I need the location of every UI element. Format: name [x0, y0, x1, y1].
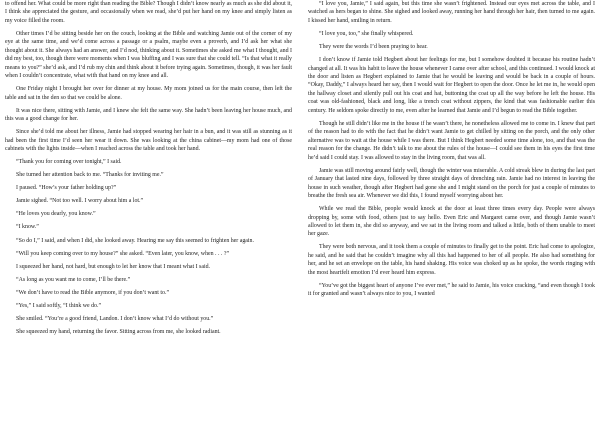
paragraph: to offend her. What could be more right than reading the Bible? Though I didn’t know nearly as much as she did about it, I think she appreciated the gesture, and occasionally when we read, she’d put her hand on my knee and simply listen as my voice filled the room. [5, 1, 292, 24]
paragraph: They were both nervous, and it took them a couple of minutes to finally get to the point. Eric had come to apologize, he said, and he said that he couldn’t imagine why all this had happened to her of all people. He also had something for her, and he set an envelope on the table, his hand shaking. His voice was choked up as he spoke, the words ringing with the most heartfelt emotion I’d ever heard him express. [308, 244, 595, 276]
paragraph: While we read the Bible, people would knock at the door at least three times every day. People were always dropping by, some with food, others just to say hello. Even Eric and Margaret came over, and though Jamie wasn’t allowed to let them in, she did so anyway, and we sat in the living room and talked a little, both of them unable to meet her gaze. [308, 206, 595, 238]
paragraph: I paused. “How’s your father holding up?” [16, 185, 117, 192]
paragraph: She squeezed my hand, returning the favor. Sitting across from me, she looked radiant. [16, 328, 221, 335]
paragraph: I squeezed her hand, not hard, but enough to let her know that I meant what I said. [16, 263, 211, 270]
paragraph: One Friday night I brought her over for dinner at my house. My mom joined us for the main course, then left the table and sat in the den so that we could be alone. [5, 86, 292, 101]
paragraph: She turned her attention back to me. “Thanks for inviting me.” [16, 172, 164, 179]
paragraph: “You’ve got the biggest heart of anyone I’ve ever met,” he said to Jamie, his voice cracking, “and even though I took it for granted and wasn’t always nice to you, I wanted [308, 282, 595, 298]
paragraph: “We don’t have to read the Bible anymore, if you don’t want to.” [16, 289, 170, 296]
paragraph: “I love you, Jamie,” I said again, but this time she wasn’t frightened. Instead our eyes met across the table, and I watched as hers began to shine. She sighed and looked away, running her hand through her hair, then turned to me again. I kissed her hand, smiling in return. [308, 1, 595, 24]
paragraph: Jamie sighed. “Not too well. I worry about him a lot.” [16, 198, 144, 205]
paragraph: “So do I,” I said, and when I did, she looked away. Hearing me say this seemed to frighten her again. [16, 237, 254, 244]
paragraph: Since she’d told me about her illness, Jamie had stopped wearing her hair in a bun, and it was still as stunning as it had been the first time I’d seen her wear it down. She was looking at the china cabinet—my mom had one of those cabinets with the lights inside—when I reached across the table and took her hand. [5, 129, 292, 153]
paragraph: It was nice there, sitting with Jamie, and I knew she felt the same way. She hadn’t been leaving her house much, and this was a good change for her. [5, 107, 292, 123]
paragraph: “He loves you dearly, you know.” [16, 211, 96, 218]
paragraph: “Thank you for coming over tonight,” I said. [16, 159, 122, 166]
paragraph: Jamie was still moving around fairly well, though the winter was miserable. A cold streak blew in during the last part of January that lasted nine days, followed by three straight days of drenching rain. Jamie had no interest in leaving the house in such weather, though after Hegbert had gone she and I might stand on the porch for just a couple of minutes to breathe the fresh sea air. Whenever we did this, I found myself worrying about her. [308, 167, 595, 200]
paragraph: Though he still didn’t like me in the house if he wasn’t there, he nonetheless allowed me to come in. I knew that part of the reason had to do with the fact that he didn’t want Jamie to get chilled by sitting on the porch, and the only other alternative was to wait at the house while I was there. But I think Hegbert needed some time alone, too, and that was the real reason for the change. He didn’t talk to me about the rules of the house—I could see them in his eyes the first time he’d said I could stay. I was allowed to stay in the living room, that was all. [308, 120, 595, 161]
paragraph: They were the words I’d been praying to hear. [319, 44, 428, 50]
right-column [308, 0, 595, 424]
paragraph: “Yes,” I said softly, “I think we do.” [16, 302, 102, 309]
paragraph: “I know.” [16, 224, 39, 231]
paragraph: I don’t know if Jamie told Hegbert about her feelings for me, but I somehow doubted it because his routine hadn’t changed at all. It was his habit to leave the house whenever I came over after school, and this continued. I would knock at the door and listen as Hegbert explained to Jamie that he would be leaving and would be back in a couple of hours. “Okay, Daddy,” I always heard her say, then I would wait for Hegbert to open the door. Once he let me in, he would open the hallway closet and silently pull out his coat and hat, buttoning the coat up all the way before he left the house. His coat was old-fashioned, black and long, like a trench coat without zippers, the kind that was fashionable earlier this century. He seldom spoke directly to me, even after he learned that Jamie and I’d begun to read the Bible together. [308, 57, 595, 114]
paragraph: “As long as you want me to come, I’ll be there.” [16, 276, 131, 283]
paragraph: Other times I’d be sitting beside her on the couch, looking at the Bible and watching Jamie out of the corner of my eye at the same time, and we’d come across a passage or a psalm, maybe even a proverb, and I’d ask her what she thought about it. She always had an answer, and I’d nod, thinking about it. Sometimes she asked me what I thought, and I did my best, too, though there were moments when I was bluffing and I was sure that she could tell. “Is that what it really means to you?” she’d ask, and I’d rub my chin and think about it before trying again. Sometimes, though, it was her fault when I couldn’t concentrate, what with that hand on my knee and all. [5, 30, 292, 80]
paragraph: “I love you, too,” she finally whispered. [319, 30, 414, 37]
paragraph: She smiled. “You’re a good friend, Landon. I don’t know what I’d do without you.” [16, 315, 214, 322]
left-column [5, 0, 292, 424]
paragraph: “Will you keep coming over to my house?” she asked. “Even later, you know, when . . . ?” [16, 250, 230, 257]
